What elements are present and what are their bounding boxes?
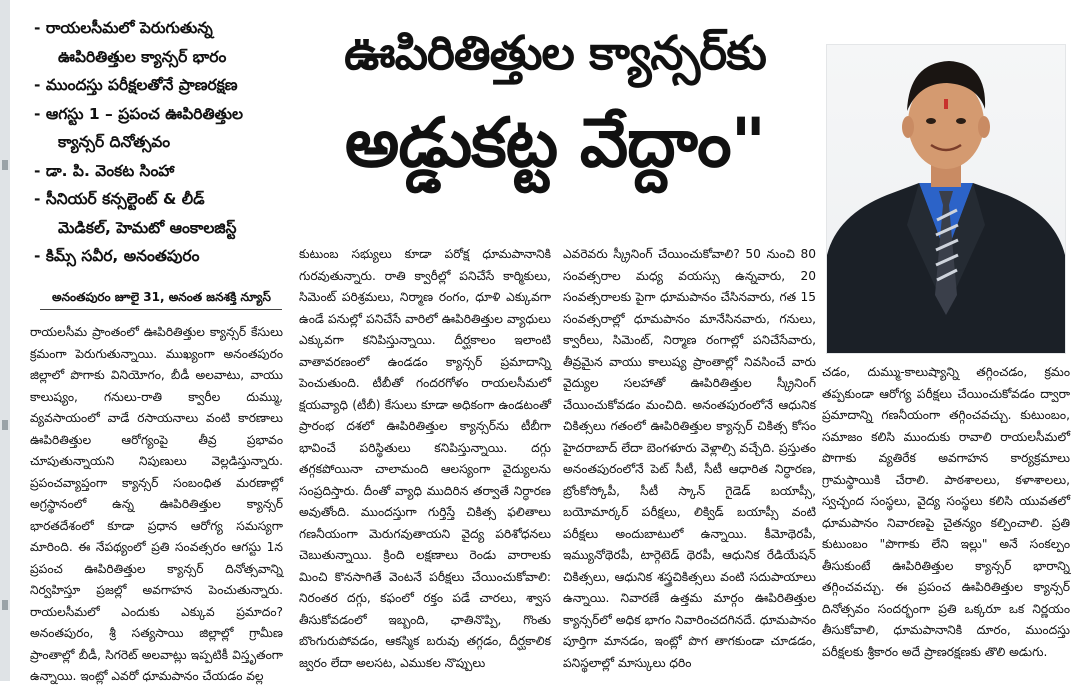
article-column-2 xyxy=(299,244,551,674)
highlight-line: - కిమ్స్ సవీర, అనంతపురం xyxy=(34,247,200,265)
highlights-list xyxy=(34,14,284,271)
article-column-3 xyxy=(563,244,816,674)
highlight-line: - సీనియర్ కన్సల్టెంట్ & లీడ్ xyxy=(34,190,205,208)
doctor-portrait-icon xyxy=(827,45,1065,353)
highlight-line: మెడికల్, హెమటో ఆంకాలజిస్ట్ xyxy=(58,218,237,237)
column-text: చడం, దుమ్ము-కాలుష్యాన్ని తగ్గించడం, క్రమం తప్పకుండా ఆరోగ్య పరీక్షలు చేయించుకోవడం ద్వారా ప్రమాదాన్ని గణనీయంగా తగ్గించవచ్చు. కుటుంబం, సమాజం కలిసి ముందుకు రావాలి రాయలసీమలో పొగాకు వ్యతిరేక అవగాహన కార్యక్రమాలు గ్రామస్థాయికి చేరాలి. పాఠశాలలు, కళాశాలలు, స్వచ్ఛంద సంస్థలు, వైద్య సంస్థలు కలిసి యువతలో ధూమపానం నివారణపై చైతన్యం కల్పించాలి. ప్రతి కుటుంబం "పొగాకు లేని ఇల్లు" అనే సంకల్పం తీసుకుంటే ఊపిరితిత్తుల క్యాన్సర్ భారాన్ని తగ్గించవచ్చు. ఈ ప్రపంచ ఊపిరితిత్తుల క్యాన్సర్ దినోత్సవం సందర్భంగా ప్రతి ఒక్కరూ ఒక నిర్ణయం తీసుకోవాలి, ధూమపానానికి దూరం, ముందస్తు పరీక్షలకు శ్రీకారం అదే ప్రాణరక్షణకు తొలి అడుగు. xyxy=(822,365,1070,659)
edge-mark xyxy=(2,600,8,610)
dateline: అనంతపురం జూలై 31, అనంత జనశక్తి న్యూస్ xyxy=(52,290,271,304)
column-text: ఎవరెవరు స్క్రీనింగ్ చేయించుకోవాలి? 50 నుంచి 80 సంవత్సరాల మధ్య వయస్సు ఉన్నవారు, 20 సంవత్సరాలకు పైగా ధూమపానం చేసినవారు, గత 15 సంవత్సరాల్లో ధూమపానం మానేసినవారు, గనులు, క్వారీలు, సిమెంట్, నిర్మాణ రంగాల్లో పనిచేసేవారు, తీవ్రమైన వాయు కాలుష్య ప్రాంతాల్లో నివసించే వారు వైద్యుల సలహాతో ఊపిరితిత్తుల స్క్రీనింగ్ చేయించుకోవడం మంచిది. అనంతపురంలోనే ఆధునిక చికిత్సలు గతంలో ఊపిరితిత్తుల క్యాన్సర్ చికిత్స కోసం హైదరాబాద్ లేదా బెంగళూరు వెళ్లాల్సి వచ్చేది. ప్రస్తుతం అనంతపురంలోనే పెట్ సీటీ, సీటీ ఆధారిత నిర్ధారణ, బ్రోంకోస్కోపీ, సీటీ స్కాన్ గైడెడ్ బయాప్సీ, బయోమార్కర్ పరీక్షలు, లిక్విడ్ బయాప్సీ వంటి పరీక్షలు అందుబాటులో ఉన్నాయి. కీమోథెరపీ, ఇమ్యునోథెరపీ, టార్గెటెడ్ థెరపీ, ఆధునిక రేడియేషన్ చికిత్సలు, ఆధునిక శస్త్రచికిత్సలు వంటి సదుపాయాలు ఉన్నాయి. నివారణే ఉత్తమ మార్గం ఊపిరితిత్తుల క్యాన్సర్‌లో అధిక భాగం నివారించదగినదే. ధూమపానం పూర్తిగా మానడం, ఇంట్లో పొగ తాగకుండా చూడడం, పనిస్థలాల్లో మాస్కులు ధరిం xyxy=(563,247,816,670)
article-column-1 xyxy=(30,322,283,688)
highlight-line: ఊపిరితిత్తుల క్యాన్సర్ భారం xyxy=(58,47,227,66)
highlight-line: క్యాన్సర్ దినోత్సవం xyxy=(58,133,171,151)
highlight-line: - రాయలసీమలో పెరుగుతున్న xyxy=(34,19,213,37)
edge-mark xyxy=(2,160,8,170)
doctor-photo xyxy=(826,44,1066,354)
headline-line-2: అడ్డుకట్ట వేద్దాం" xyxy=(344,104,766,183)
highlight-line: - ముందస్తు పరీక్షలతోనే ప్రాణరక్షణ xyxy=(34,76,238,94)
dateline-rule xyxy=(40,309,282,310)
column-text: కుటుంబ సభ్యులు కూడా పరోక్ష ధూమపానానికి గురవుతున్నారు. రాతి క్వారీల్లో పనిచేసే కార్మికులు, సిమెంట్ పరిశ్రమలు, నిర్మాణ రంగం, ధూళి ఎక్కువగా ఉండే పనుల్లో పనిచేసే వారిలో ఊపిరితిత్తుల వ్యాధులు ఎక్కువగా కనిపిస్తున్నాయి. దీర్ఘకాలం ఇలాంటి వాతావరణంలో ఉండడం క్యాన్సర్ ప్రమాదాన్ని పెంచుతుంది. టీబీతో గందరగోళం రాయలసీమలో క్షయవ్యాధి (టీబీ) కేసులు కూడా అధికంగా ఉండటంతో ప్రారంభ దశలో ఊపిరితిత్తుల క్యాన్సర్‌ను టీబీగా భావించే పరిస్థితులు కనిపిస్తున్నాయి. దగ్గు తగ్గకపోయినా చాలామంది ఆలస్యంగా వైద్యులను సంప్రదిస్తారు. దీంతో వ్యాధి ముదిరిన తర్వాతే నిర్ధారణ అవుతోంది. ముందస్తుగా గుర్తిస్తే చికిత్స ఫలితాలు గణనీయంగా మెరుగవుతాయని వైద్య పరిశోధనలు చెబుతున్నాయి. క్రింది లక్షణాలు రెండు వారాలకు మించి కొనసాగితే వెంటనే పరీక్షలు చేయించుకోవాలి: నిరంతర దగ్గు, కఫంలో రక్తం పడే చారలు, శ్వాస తీసుకోవడంలో ఇబ్బంది, ఛాతినొప్పి, గొంతు బొంగురుపోవడం, ఆకస్మిక బరువు తగ్గడం, దీర్ఘకాలిక జ్వరం లేదా అలసట, ఎముకల నొప్పులు xyxy=(299,247,551,670)
headline-line-1: ఊపిరితిత్తుల క్యాన్సర్‌కు xyxy=(344,26,766,81)
highlight-line: - ఆగస్టు 1 – ప్రపంచ ఊపిరితిత్తుల xyxy=(34,104,243,123)
column-text: రాయలసీమ ప్రాంతంలో ఊపిరితిత్తుల క్యాన్సర్ కేసులు క్రమంగా పెరుగుతున్నాయి. ముఖ్యంగా అనంతపురం జిల్లాలో పొగాకు వినియోగం, బీడీ అలవాటు, వాయు కాలుష్యం, గనులు-రాతి క్వారీల దుమ్ము, వ్యవసాయంలో వాడే రసాయనాలు వంటి కారణాలు ఊపిరితిత్తుల ఆరోగ్యంపై తీవ్ర ప్రభావం చూపుతున్నాయని నిపుణులు వెల్లడిస్తున్నారు. ప్రపంచవ్యాప్తంగా క్యాన్సర్ సంబంధిత మరణాల్లో అగ్రస్థానంలో ఉన్న ఊపిరితిత్తుల క్యాన్సర్ భారతదేశంలో కూడా ప్రధాన ఆరోగ్య సమస్యగా మారింది. ఈ నేపథ్యంలో ప్రతి సంవత్సరం ఆగస్టు 1న ప్రపంచ ఊపిరితిత్తుల క్యాన్సర్ దినోత్సవాన్ని నిర్వహిస్తూ ప్రజల్లో అవగాహన పెంచుతున్నారు. రాయలసీమలో ఎందుకు ఎక్కువ ప్రమాదం? అనంతపురం, శ్రీ సత్యసాయి జిల్లాల్లో గ్రామీణ ప్రాంతాల్లో బీడీ, సిగరెట్ అలవాట్లు ఇప్పటికీ విస్తృతంగా ఉన్నాయి. ఇంట్లో ఎవరో ధూమపానం చేయడం వల్ల xyxy=(30,325,283,683)
highlight-line: - డా. పి. వెంకట సింహా xyxy=(34,161,175,180)
page-edge xyxy=(0,0,10,681)
article-column-4 xyxy=(822,362,1070,663)
edge-mark xyxy=(2,420,8,430)
